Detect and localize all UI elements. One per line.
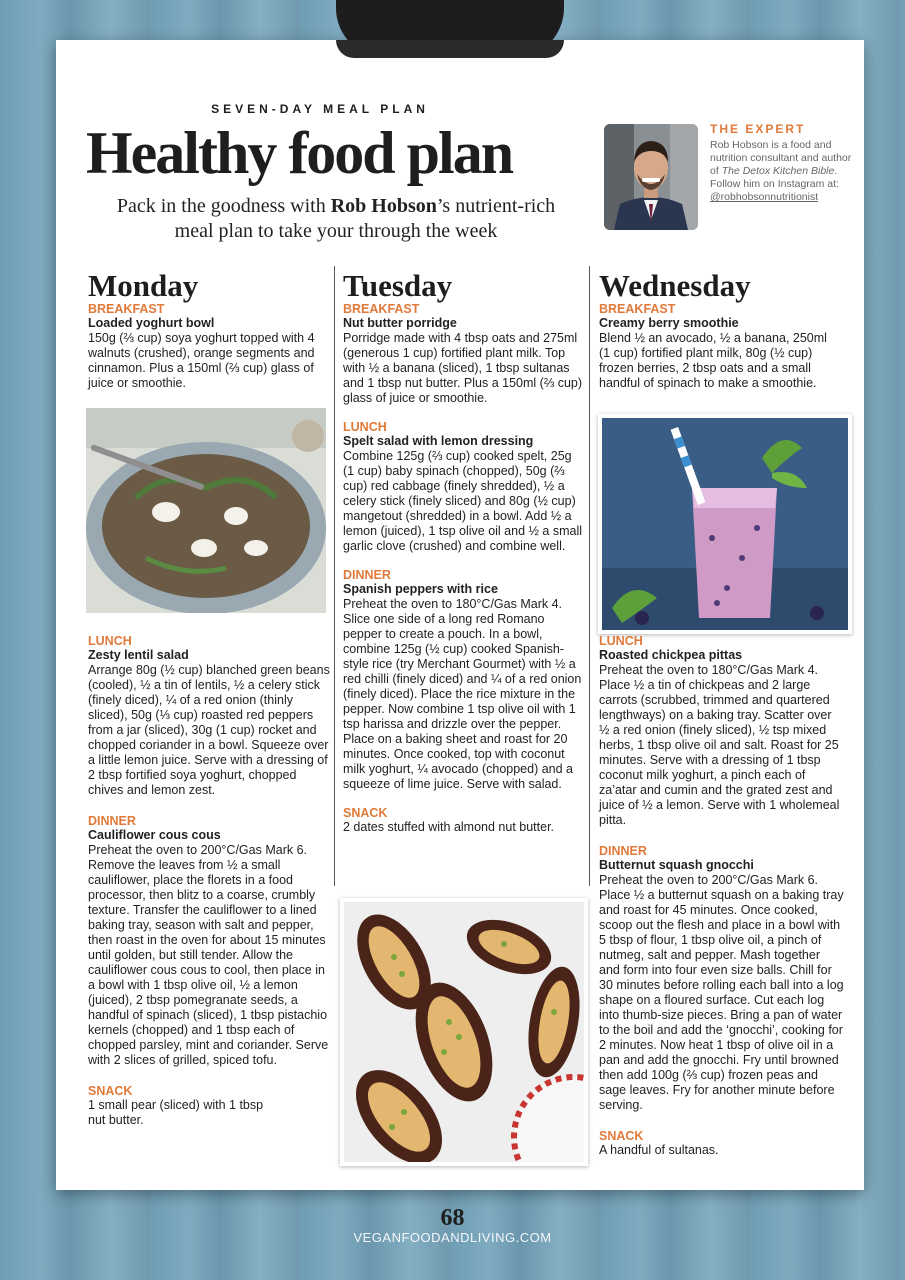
tuesday-dinner-text: Preheat the oven to 180°C/Gas Mark 4. Slice one side of a long red Romano pepper to create a pouch. In a bowl, combine 125g (½ cup) cooked Spanish-style rice (try Merchant Gourmet) with ½ a red chilli (finely diced) and ¼ of a red onion (finely diced). Place the rice mixture in the pepper. Now combine 1 tsp olive oil with 1 tsp harissa and drizzle over the pepper. Place on a baking sheet and roast for 20 minutes. Once cooked, top with coconut milk yoghurt, ¼ avocado (chopped) and a squeeze of lime juice. Serve with salad. bbox=[343, 597, 582, 791]
tuesday-snack-label: SNACK bbox=[343, 806, 388, 820]
wednesday-breakfast-label: BREAKFAST bbox=[599, 302, 676, 316]
expert-portrait-photo bbox=[604, 124, 698, 230]
website-url: VEGANFOODANDLIVING.COM bbox=[353, 1230, 552, 1245]
monday-breakfast-dish: Loaded yoghurt bowl bbox=[88, 316, 215, 330]
expert-box bbox=[710, 123, 860, 204]
tuesday-dinner-label: DINNER bbox=[343, 568, 391, 582]
wednesday-lunch-text: Preheat the oven to 180°C/Gas Mark 4. Place ½ a tin of chickpeas and 2 large carrots (scrubbed, trimmed and quartered lengthways) on a baking tray. Scatter over ½ a red onion (finely sliced), ½ tsp mixed herbs, 1 tbsp olive oil and salt. Roast for 25 minutes. Serve with a dressing of 1 tbsp coconut milk yoghurt, a pinch each of za’atar and cumin and the grated zest and juice of ½ a lemon. Serve with 1 wholemeal pitta. bbox=[599, 663, 840, 827]
day-heading-monday: Monday bbox=[88, 268, 199, 303]
monday-lunch-dish: Zesty lentil salad bbox=[88, 648, 189, 662]
tuesday-lunch-text: Combine 125g (⅔ cup) cooked spelt, 25g (1 cup) baby spinach (chopped), 50g (⅔ cup) red cabbage (finely shredded), ½ a celery stick (finely sliced) and 80g (½ cup) mangetout (shredded) in a bowl. Add ½ a lemon (juiced), 1 tsp olive oil and ½ a small garlic clove (crushed) and combine well. bbox=[343, 449, 583, 553]
monday-column-top bbox=[88, 270, 328, 391]
tuesday-breakfast-text: Porridge made with 4 tbsp oats and 275ml (generous 1 cup) fortified plant milk. Top with ½ a banana (sliced), 1 tbsp sultanas and 1 tbsp nut butter. Plus a 150ml (⅔ cup) glass of juice or smoothie. bbox=[343, 331, 583, 405]
expert-book-title: The Detox Kitchen Bible bbox=[721, 165, 835, 177]
page-footer bbox=[0, 1206, 905, 1246]
monday-breakfast-text: 150g (⅔ cup) soya yoghurt topped with 4 walnuts (crushed), orange segments and cinnamon. Plus a 150ml (⅔ cup) glass of juice or smoothie. bbox=[88, 331, 315, 390]
wednesday-lunch-label: LUNCH bbox=[599, 634, 643, 648]
page-title: Healthy food plan bbox=[86, 120, 513, 186]
clipboard-clip-shade bbox=[336, 40, 564, 58]
tuesday-lunch-dish: Spelt salad with lemon dressing bbox=[343, 434, 534, 448]
day-heading-tuesday: Tuesday bbox=[343, 268, 453, 303]
monday-dinner-label: DINNER bbox=[88, 814, 136, 828]
standfirst-name: Rob Hobson bbox=[330, 195, 437, 217]
lentil-bowl-photo bbox=[86, 408, 326, 613]
monday-dinner-text: Preheat the oven to 200°C/Gas Mark 6. Remove the leaves from ½ a small cauliflower, place the florets in a food processor, then blitz to a coarse, crumbly texture. Transfer the cauliflower to a lined baking tray, season with salt and pepper, then roast in the oven for about 15 minutes until golden, but still tender. Allow the cauliflower cous cous to cool, then place in a bowl with 1 tbsp olive oil, ½ a lemon (juiced), 2 tbsp pomegranate seeds, a handful of spinach (sliced), 1 tbsp pistachio kernels (chopped) and 1 tbsp each of chopped parsley, mint and coriander. Serve with 2 slices of grilled, spiced tofu. bbox=[88, 843, 329, 1067]
berry-smoothie-photo bbox=[598, 414, 852, 634]
section-kicker: SEVEN-DAY MEAL PLAN bbox=[211, 102, 429, 116]
monday-dinner-dish: Cauliflower cous cous bbox=[88, 828, 221, 842]
tuesday-lunch-label: LUNCH bbox=[343, 420, 387, 434]
monday-lunch-text: Arrange 80g (½ cup) blanched green beans (cooled), ½ a tin of lentils, ½ a celery stick (finely diced), ¼ of a red onion (thinly sliced), 50g (⅓ cup) roasted red peppers from a jar (sliced), 30g (1 cup) rocket and chopped coriander in a bowl. Squeeze over a little lemon juice. Serve with a dressing of 2 tbsp fortified soya yoghurt, chopped chives and lemon zest. bbox=[88, 663, 330, 797]
wednesday-dinner-dish: Butternut squash gnocchi bbox=[599, 858, 754, 872]
wednesday-column-bottom bbox=[599, 634, 844, 1158]
wednesday-snack-text: A handful of sultanas. bbox=[599, 1143, 719, 1157]
standfirst-pre: Pack in the goodness with bbox=[116, 195, 331, 217]
wednesday-snack-label: SNACK bbox=[599, 1129, 644, 1143]
monday-breakfast-label: BREAKFAST bbox=[88, 302, 165, 316]
wednesday-dinner-label: DINNER bbox=[599, 844, 647, 858]
tuesday-breakfast-label: BREAKFAST bbox=[343, 302, 420, 316]
expert-heading: THE EXPERT bbox=[710, 122, 806, 136]
monday-snack-text: 1 small pear (sliced) with 1 tbsp nut butter. bbox=[88, 1098, 264, 1127]
tuesday-dinner-dish: Spanish peppers with rice bbox=[343, 582, 498, 596]
wednesday-lunch-dish: Roasted chickpea pittas bbox=[599, 648, 743, 662]
monday-column-bottom bbox=[88, 634, 333, 1128]
wednesday-breakfast-text: Blend ½ an avocado, ½ a banana, 250ml (1 cup) fortified plant milk, 80g (½ cup) frozen berries, 2 tbsp oats and a small handful of spinach to make a smoothie. bbox=[599, 331, 827, 390]
stuffed-dates-photo bbox=[340, 898, 588, 1166]
day-heading-wednesday: Wednesday bbox=[599, 268, 751, 303]
tuesday-column bbox=[343, 270, 583, 835]
standfirst bbox=[96, 194, 576, 244]
tuesday-breakfast-dish: Nut butter porridge bbox=[343, 316, 457, 330]
tuesday-snack-text: 2 dates stuffed with almond nut butter. bbox=[343, 820, 555, 834]
expert-bio-cont: . Follow him on Instagram at: bbox=[710, 165, 839, 190]
instagram-handle-link[interactable]: @robhobsonnutritionist bbox=[710, 191, 819, 203]
wednesday-dinner-text: Preheat the oven to 200°C/Gas Mark 6. Place ½ a butternut squash on a baking tray and roast for 45 minutes. Once cooked, scoop out the flesh and place in a bowl with 5 tbsp of flour, 1 tbsp olive oil, a pinch of nutmeg, salt and pepper. Mash together and form into four even size balls. Chill for 30 minutes before rolling each ball into a log shape on a floured surface. Cut each log into thumb-size pieces. Bring a pan of water to the boil and add the ‘gnocchi’, cooking for 2 minutes. Now heat 1 tbsp of olive oil in a pan and add the gnocchi. Fry until browned then add 100g (⅔ cup) frozen peas and sage leaves. Fry for another minute before serving. bbox=[599, 873, 844, 1112]
expert-bio: Rob Hobson is a food and nutrition consultant and author of bbox=[710, 139, 852, 177]
monday-snack-label: SNACK bbox=[88, 1084, 133, 1098]
page-number: 68 bbox=[440, 1205, 465, 1231]
monday-lunch-label: LUNCH bbox=[88, 634, 132, 648]
wednesday-breakfast-dish: Creamy berry smoothie bbox=[599, 316, 739, 330]
standfirst-post: ’s nutrient-rich meal plan to take your through the week bbox=[174, 195, 556, 242]
wednesday-column-top bbox=[599, 270, 839, 391]
column-divider-1 bbox=[334, 266, 335, 886]
column-divider-2 bbox=[589, 266, 590, 886]
